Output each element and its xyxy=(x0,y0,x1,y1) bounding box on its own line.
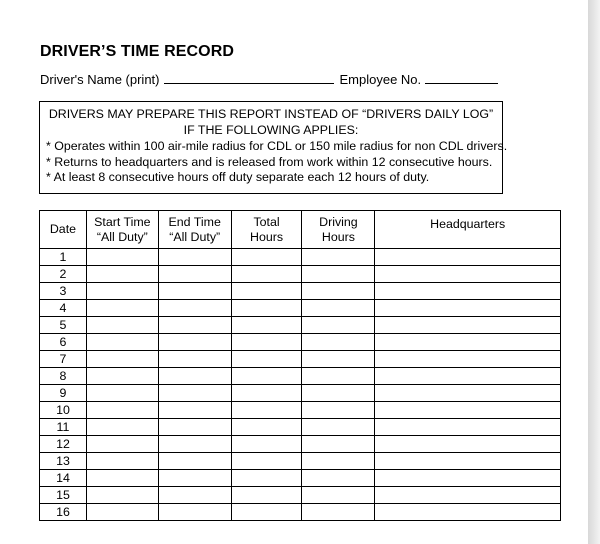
total-hours-cell[interactable] xyxy=(231,419,302,436)
driving-hours-cell[interactable] xyxy=(302,283,375,300)
row-number: 15 xyxy=(40,487,87,504)
date-header-label: Date xyxy=(49,222,77,236)
start-time-cell[interactable] xyxy=(86,334,158,351)
end-time-cell[interactable] xyxy=(158,283,231,300)
start-time-cell[interactable] xyxy=(86,385,158,402)
headquarters-cell[interactable] xyxy=(375,504,561,521)
start-time-cell[interactable] xyxy=(86,351,158,368)
notice-item: * Operates within 100 air-mile radius for CDL or 150 mile radius for non CDL drivers. xyxy=(46,139,508,154)
headquarters-cell[interactable] xyxy=(375,334,561,351)
row-number: 9 xyxy=(40,385,87,402)
driving-hours-cell[interactable] xyxy=(302,300,375,317)
driver-name-label: Driver's Name (print) xyxy=(40,72,160,87)
employee-no-label: Employee No. xyxy=(339,72,422,87)
headquarters-cell[interactable] xyxy=(375,368,561,385)
table-row xyxy=(40,385,561,402)
table-row xyxy=(40,266,561,283)
driving-hours-header-line1: Driving xyxy=(319,214,358,229)
start-time-cell[interactable] xyxy=(86,317,158,334)
end-time-cell[interactable] xyxy=(158,266,231,283)
row-number: 8 xyxy=(40,368,87,385)
total-hours-cell[interactable] xyxy=(231,300,302,317)
page-edge-shadow xyxy=(588,0,600,544)
start-time-column-header xyxy=(86,211,158,249)
start-time-cell[interactable] xyxy=(86,419,158,436)
start-time-cell[interactable] xyxy=(86,249,158,266)
driving-hours-cell[interactable] xyxy=(302,419,375,436)
table-row xyxy=(40,300,561,317)
table-row xyxy=(40,351,561,368)
end-time-header-line1: End Time xyxy=(168,214,221,229)
start-time-header-line1: Start Time xyxy=(94,214,151,229)
table-header-row xyxy=(40,211,561,249)
row-number: 14 xyxy=(40,470,87,487)
driving-hours-cell[interactable] xyxy=(302,436,375,453)
headquarters-cell[interactable] xyxy=(375,283,561,300)
total-hours-cell[interactable] xyxy=(231,470,302,487)
end-time-cell[interactable] xyxy=(158,300,231,317)
end-time-cell[interactable] xyxy=(158,504,231,521)
row-number: 10 xyxy=(40,402,87,419)
row-number: 16 xyxy=(40,504,87,521)
notice-item: * Returns to headquarters and is released from work within 12 consecutive hours. xyxy=(46,154,493,169)
driving-hours-cell[interactable] xyxy=(302,402,375,419)
row-number: 13 xyxy=(40,453,87,470)
headquarters-cell[interactable] xyxy=(375,266,561,283)
total-hours-cell[interactable] xyxy=(231,402,302,419)
end-time-cell[interactable] xyxy=(158,402,231,419)
table-row xyxy=(40,504,561,521)
end-time-cell[interactable] xyxy=(158,487,231,504)
time-record-table xyxy=(39,210,561,521)
headquarters-cell[interactable] xyxy=(375,402,561,419)
end-time-cell[interactable] xyxy=(158,249,231,266)
table-row xyxy=(40,368,561,385)
driving-hours-cell[interactable] xyxy=(302,487,375,504)
table-row xyxy=(40,419,561,436)
table-row xyxy=(40,453,561,470)
end-time-cell[interactable] xyxy=(158,317,231,334)
row-number: 7 xyxy=(40,351,87,368)
end-time-header-line2: “All Duty” xyxy=(169,229,221,244)
end-time-cell[interactable] xyxy=(158,368,231,385)
date-column-header xyxy=(40,211,87,249)
driver-name-field[interactable] xyxy=(164,71,334,84)
table-row xyxy=(40,402,561,419)
total-hours-cell[interactable] xyxy=(231,351,302,368)
total-hours-cell[interactable] xyxy=(231,368,302,385)
end-time-cell[interactable] xyxy=(158,470,231,487)
total-hours-cell[interactable] xyxy=(231,317,302,334)
form-title: DRIVER’S TIME RECORD xyxy=(40,43,235,60)
start-time-cell[interactable] xyxy=(86,470,158,487)
headquarters-header-label: Headquarters xyxy=(430,217,506,231)
driving-hours-cell[interactable] xyxy=(302,317,375,334)
start-time-cell[interactable] xyxy=(86,266,158,283)
total-hours-column-header xyxy=(231,211,302,249)
total-hours-cell[interactable] xyxy=(231,334,302,351)
end-time-cell[interactable] xyxy=(158,334,231,351)
end-time-cell[interactable] xyxy=(158,351,231,368)
start-time-cell[interactable] xyxy=(86,436,158,453)
table-row xyxy=(40,283,561,300)
table-row xyxy=(40,487,561,504)
headquarters-cell[interactable] xyxy=(375,436,561,453)
end-time-cell[interactable] xyxy=(158,385,231,402)
total-hours-cell[interactable] xyxy=(231,385,302,402)
total-hours-header-line1: Total xyxy=(253,214,280,229)
driving-hours-column-header xyxy=(302,211,375,249)
notice-list xyxy=(46,139,508,186)
total-hours-header-line2: Hours xyxy=(250,229,284,244)
driving-hours-cell[interactable] xyxy=(302,351,375,368)
driving-hours-cell[interactable] xyxy=(302,504,375,521)
total-hours-cell[interactable] xyxy=(231,487,302,504)
table-row xyxy=(40,249,561,266)
driving-hours-cell[interactable] xyxy=(302,470,375,487)
row-number: 2 xyxy=(40,266,87,283)
headquarters-cell[interactable] xyxy=(375,317,561,334)
total-hours-cell[interactable] xyxy=(231,436,302,453)
start-time-cell[interactable] xyxy=(86,487,158,504)
end-time-cell[interactable] xyxy=(158,419,231,436)
start-time-cell[interactable] xyxy=(86,504,158,521)
headquarters-cell[interactable] xyxy=(375,385,561,402)
driving-hours-cell[interactable] xyxy=(302,368,375,385)
table-row xyxy=(40,317,561,334)
notice-box xyxy=(39,101,508,194)
notice-item: * At least 8 consecutive hours off duty separate each 12 hours of duty. xyxy=(46,170,430,185)
start-time-cell[interactable] xyxy=(86,402,158,419)
total-hours-cell[interactable] xyxy=(231,504,302,521)
driving-hours-cell[interactable] xyxy=(302,266,375,283)
row-number: 12 xyxy=(40,436,87,453)
headquarters-cell[interactable] xyxy=(375,470,561,487)
end-time-column-header xyxy=(158,211,231,249)
employee-no-field[interactable] xyxy=(425,71,498,84)
end-time-cell[interactable] xyxy=(158,453,231,470)
row-number: 11 xyxy=(40,419,87,436)
total-hours-cell[interactable] xyxy=(231,249,302,266)
table-row xyxy=(40,470,561,487)
start-time-cell[interactable] xyxy=(86,283,158,300)
driving-hours-cell[interactable] xyxy=(302,249,375,266)
start-time-cell[interactable] xyxy=(86,300,158,317)
headquarters-column-header xyxy=(375,211,561,249)
start-time-header-line2: “All Duty” xyxy=(96,229,148,244)
total-hours-cell[interactable] xyxy=(231,283,302,300)
row-number: 4 xyxy=(40,300,87,317)
table-row xyxy=(40,334,561,351)
headquarters-cell[interactable] xyxy=(375,351,561,368)
headquarters-cell[interactable] xyxy=(375,487,561,504)
row-number: 5 xyxy=(40,317,87,334)
headquarters-cell[interactable] xyxy=(375,300,561,317)
driving-hours-cell[interactable] xyxy=(302,385,375,402)
start-time-cell[interactable] xyxy=(86,453,158,470)
headquarters-cell[interactable] xyxy=(375,419,561,436)
row-number: 3 xyxy=(40,283,87,300)
total-hours-cell[interactable] xyxy=(231,453,302,470)
end-time-cell[interactable] xyxy=(158,436,231,453)
row-number: 1 xyxy=(40,249,87,266)
notice-heading: DRIVERS MAY PREPARE THIS REPORT INSTEAD OF “DRIVERS DAILY LOG” IF THE FOLLOWING APPLIES: xyxy=(48,107,494,137)
driving-hours-header-line2: Hours xyxy=(321,229,355,244)
table-row xyxy=(40,436,561,453)
header-fields xyxy=(40,71,498,87)
row-number: 6 xyxy=(40,334,87,351)
headquarters-cell[interactable] xyxy=(375,249,561,266)
driving-hours-cell[interactable] xyxy=(302,453,375,470)
headquarters-cell[interactable] xyxy=(375,453,561,470)
start-time-cell[interactable] xyxy=(86,368,158,385)
driving-hours-cell[interactable] xyxy=(302,334,375,351)
total-hours-cell[interactable] xyxy=(231,266,302,283)
